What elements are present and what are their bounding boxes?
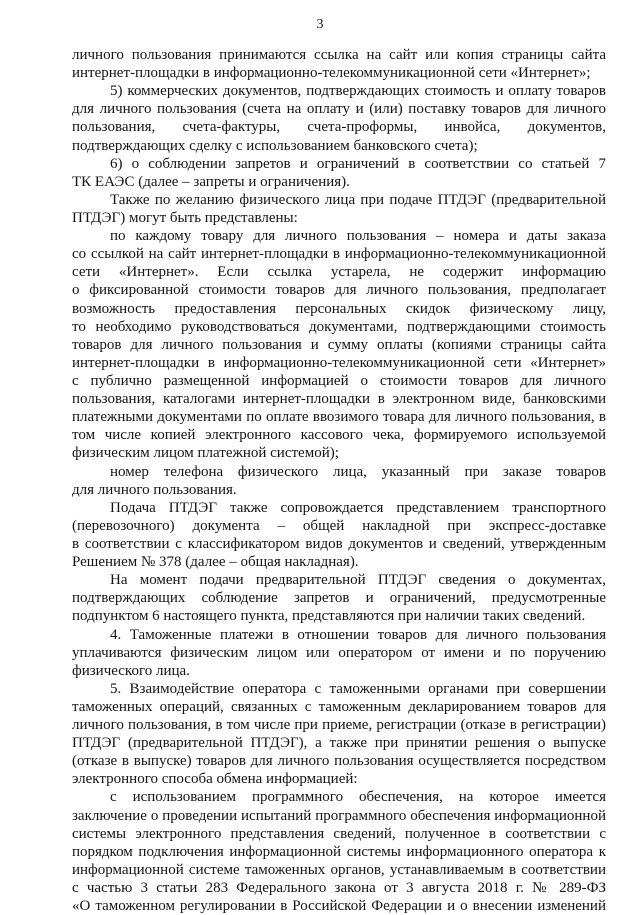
text-line: системы электронного представления сведений, полученное в соответствии с (72, 825, 606, 842)
text-line: 5) коммерческих документов, подтверждающих стоимость и оплату товаров (110, 83, 606, 100)
text-line: то необходимо руководствоваться документами, подтверждающими стоимость (72, 318, 606, 335)
text-line: Подача ПТДЭГ также сопровождается представлением транспортного (110, 499, 606, 516)
text-line: с использованием программного обеспечения, на которое имеется (110, 789, 606, 806)
document-body (72, 46, 606, 915)
text-line: личного пользования, в том числе при приеме, регистрации (отказе в регистрации) (72, 717, 606, 734)
text-line: ТК ЕАЭС (далее – запреты и ограничения). (72, 173, 350, 190)
text-line: для личного пользования. (72, 481, 237, 498)
text-line: с публично размещенной информацией о стоимости товаров для личного (72, 372, 606, 389)
text-line: в соответствии с классификатором видов документов и сведений, утвержденным (72, 535, 606, 552)
text-line: На момент подачи предварительной ПТДЭГ сведения о документах, (110, 572, 606, 589)
text-line: Решением № 378 (далее – общая накладная). (72, 554, 359, 571)
text-line: 4. Таможенные платежи в отношении товаров для личного пользования (110, 626, 606, 643)
text-line: том числе копией электронного кассового чека, формируемого используемой (72, 427, 606, 444)
text-line: подтверждающих соблюдение запретов и ограничений, предусмотренные (72, 590, 606, 607)
text-line: заключение о проведении испытаний программного обеспечения информационной (72, 807, 606, 824)
text-line: пользования, каталогами интернет-площадки в электронном виде, банковскими (72, 391, 606, 408)
text-line: физического лица. (72, 662, 190, 679)
text-line: сети «Интернет». Если ссылка устарела, не содержит информацию (72, 264, 606, 281)
text-line: возможность предоставления персональных скидок физическому лицу, (72, 300, 606, 317)
text-line: со ссылкой на сайт интернет-площадки в информационно-телекоммуникационной (72, 246, 606, 263)
text-line: физическим лицом платежной системой); (72, 445, 339, 462)
text-line: порядком подключения информационной системы информационного оператора к (72, 843, 606, 860)
text-line: ПТДЭГ (предварительной ПТДЭГ), а также при принятии решения о выпуске (72, 735, 606, 752)
text-line: подтверждающих сделку с использованием банковского счета); (72, 137, 478, 154)
text-line: товаров для личного пользования и сумму оплаты (копиями страницы сайта (72, 336, 606, 353)
text-line: таможенных операций, связанных с таможенным декларированием товаров для (72, 698, 606, 715)
text-line: интернет-площадки в информационно-телекоммуникационной сети «Интернет»; (72, 65, 591, 82)
text-line: номер телефона физического лица, указанный при заказе товаров (110, 463, 606, 480)
text-line: Также по желанию физического лица при подаче ПТДЭГ (предварительной (110, 191, 606, 208)
text-line: интернет-площадки в информационно-телекоммуникационной сети «Интернет» (72, 354, 606, 371)
text-line: по каждому товару для личного пользования – номера и даты заказа (110, 228, 606, 245)
text-line: платежными документами по оплате ввозимого товара для личного пользования, в (72, 409, 606, 426)
text-line: личного пользования принимаются ссылка на сайт или копия страницы сайта (72, 47, 606, 63)
text-line: 6) о соблюдении запретов и ограничений в соответствии со статьей 7 (110, 155, 606, 172)
text-line: «О таможенном регулировании в Российской Федерации и о внесении изменений (72, 898, 606, 915)
text-line: уплачиваются физическим лицом или оператором от имени и по поручению (72, 644, 606, 661)
text-line: (отказе в выпуске) товаров для личного пользования осуществляется посредством (72, 753, 606, 770)
text-line: о фиксированной стоимости товаров для личного пользования, предполагает (72, 282, 606, 299)
page-number: 3 (316, 17, 324, 32)
text-line: подпунктом 6 настоящего пункта, представляются при наличии таких сведений. (72, 608, 586, 625)
text-line: для личного пользования (счета на оплату и (или) поставку товаров для личного (72, 101, 606, 118)
text-line: 5. Взаимодействие оператора с таможенными органами при совершении (110, 680, 606, 697)
text-line: (перевозочного) документа – общей накладной при экспресс-доставке (72, 517, 606, 534)
text-line: ПТДЭГ) могут быть представлены: (72, 209, 298, 226)
text-line: пользования, счета-фактуры, счета-проформы, инвойса, документов, (72, 119, 606, 136)
text-line: электронного способа обмена информацией: (72, 771, 358, 788)
text-line: с частью 3 статьи 283 Федерального закона от 3 августа 2018 г. № 289-ФЗ (72, 880, 606, 897)
text-line: информационной системе таможенных органов, устанавливаемым в соответствии (72, 861, 606, 878)
